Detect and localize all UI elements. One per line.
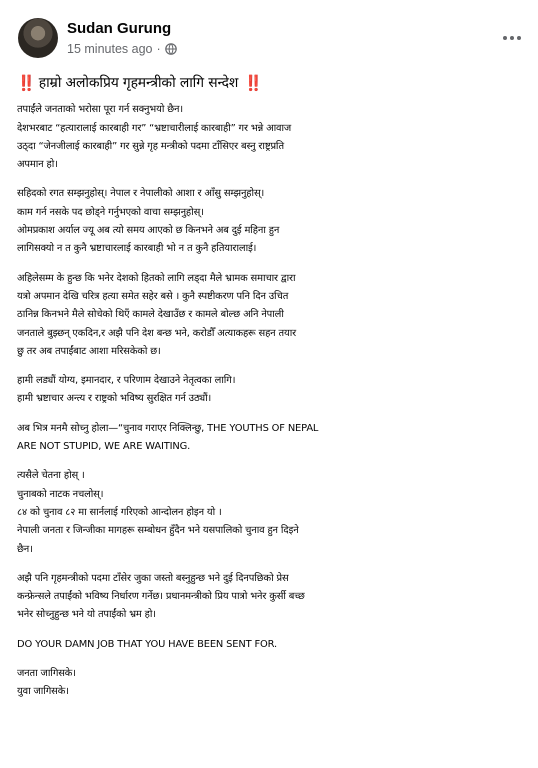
post-line: चुनाबको नाटक नचलोस्। xyxy=(17,488,104,500)
post-meta xyxy=(67,42,177,56)
double-exclamation-icon: ‼️ xyxy=(244,74,260,92)
post-paragraphs xyxy=(17,101,530,701)
more-options-icon[interactable] xyxy=(500,28,524,48)
post-line: कन्फ्रेन्सले तपाईंको भविष्य निर्धारण गर्नेछ। प्रधानमन्त्रीको प्रिय पात्रो भनेर कुर्सी बच्छ xyxy=(17,591,305,603)
post-line: जनताले बुझ्छन् एकदिन,र अझै पनि देश बन्छ भने, करोडौँ अत्याकहरू सहन तयार xyxy=(17,327,297,339)
post-line: हामी भ्रष्टाचार अन्त्य र राष्ट्रको भविष्य सुरक्षित गर्न उठ्यौं। xyxy=(17,393,212,405)
post-line: जनता जागिसके। xyxy=(17,668,76,680)
post-line: उठ्दा “जेनजीलाई कारबाही” गर सुन्ने गृह मन्त्रीको पदमा टाँसिएर बस्नु राष्ट्रप्रति xyxy=(17,140,284,152)
avatar[interactable] xyxy=(18,18,58,58)
post-line: भनेर सोच्नुहुन्छ भने यो तपाईंको भ्रम हो। xyxy=(17,609,156,621)
post-header xyxy=(18,14,538,62)
author-name[interactable]: Sudan Gurung xyxy=(67,20,172,37)
post-title xyxy=(17,74,530,92)
post-line: अब भित्र मनमै सोच्नु होला—“चुनाव गराएर निक्लिन्छु, THE YOUTHS OF NEPAL xyxy=(17,422,319,434)
post-paragraph xyxy=(17,570,530,625)
post-line: यत्रो अपमान देखि चरित्र हत्या समेत सहेर बसे । कुनै स्पष्टीकरण पनि दिन उचित xyxy=(17,290,289,302)
post-line: हामी लड्यौं योग्य, इमानदार, र परिणाम देखाउने नेतृत्वका लागि। xyxy=(17,375,236,387)
post-body xyxy=(17,74,530,713)
post-line: लागिसक्यो न त कुनै भ्रष्टाचारलाई कारबाही भो न त कुनै हतियारालाई। xyxy=(17,243,257,255)
post-line: ओमप्रकाश अर्याल ज्यू अब त्यो समय आएको छ किनभने अब दुई महिना हुन xyxy=(17,225,280,237)
post-paragraph xyxy=(17,665,530,702)
post-line: ARE NOT STUPID, WE ARE WAITING. xyxy=(17,441,191,453)
post-line: नेपाली जनता र जिन्जीका मागहरू सम्बोधन हुँदैन भने यसपालिको चुनाव हुन दिइने xyxy=(17,525,299,537)
post-line: सहिदको रगत सम्झनुहोस्। नेपाल र नेपालीको आशा र आँसु सम्झनुहोस्। xyxy=(17,188,265,200)
post-title-text: हाम्रो अलोकप्रिय गृहमन्त्रीको लागि सन्देश xyxy=(38,75,239,91)
post-paragraph xyxy=(17,185,530,258)
post-line: ८४ को चुनाव ८२ मा सार्नलाई गरिएको आन्दोलन होइन यो । xyxy=(17,506,222,518)
post-paragraph xyxy=(17,101,530,174)
post-line: अपमान हो। xyxy=(17,159,58,171)
meta-separator: · xyxy=(156,42,161,56)
post-line: अझै पनि गृहमन्त्रीको पदमा टाँसेर जुका जस्तो बस्नुहुन्छ भने दुई दिनपछिको प्रेस xyxy=(17,572,289,584)
post-paragraph xyxy=(17,270,530,361)
post-line: छैन। xyxy=(17,543,33,555)
post-line: काम गर्न नसके पद छोड्ने गर्नुभएको वाचा सम्झनुहोस्। xyxy=(17,206,204,218)
post-line: ठानिन्न किनभने मैले सोचेको थिएँ कामले देखाउँछ र कामले बोल्छ अनि नेपाली xyxy=(17,309,284,321)
post-line: तपाईंले जनताको भरोसा पूरा गर्न सक्नुभयो छैन। xyxy=(17,104,183,116)
globe-icon[interactable] xyxy=(165,43,177,55)
post-timestamp[interactable]: 15 minutes ago xyxy=(67,42,153,56)
post-line: त्यसैले चेतना होस् । xyxy=(17,470,85,482)
post-paragraph xyxy=(17,420,530,457)
post-line: अहिलेसम्म के हुन्छ कि भनेर देशको हितको लागि लड्दा मैले भ्रामक समाचार द्वारा xyxy=(17,272,296,284)
post-paragraph xyxy=(17,467,530,558)
post-line: छु तर अब तपाईंबाट आशा मरिसकेको छ। xyxy=(17,345,161,357)
double-exclamation-icon: ‼️ xyxy=(17,74,33,92)
post-line: देशभरबाट “हत्यारालाई कारबाही गर” “भ्रष्टाचारीलाई कारबाही” गर भन्ने आवाज xyxy=(17,122,292,134)
post-paragraph xyxy=(17,372,530,409)
post-line: युवा जागिसके। xyxy=(17,686,69,698)
post-paragraph xyxy=(17,636,530,654)
post-line: DO YOUR DAMN JOB THAT YOU HAVE BEEN SENT FOR. xyxy=(17,638,277,650)
